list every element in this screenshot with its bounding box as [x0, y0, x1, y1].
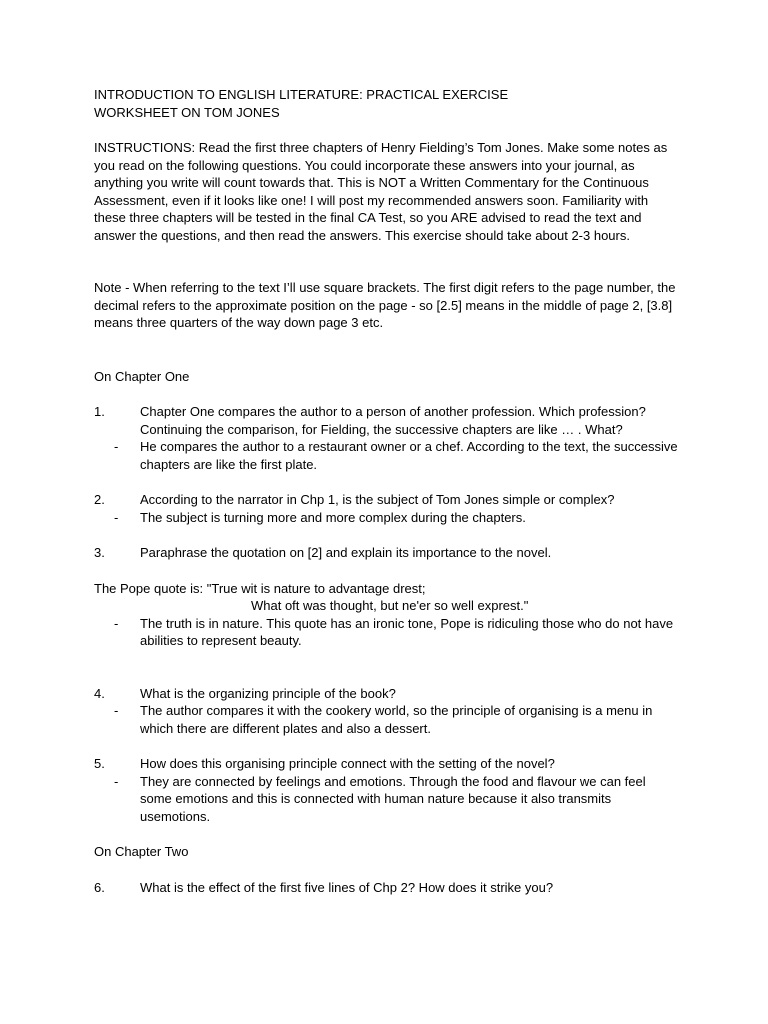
section-heading-chapter-two: On Chapter Two: [94, 844, 189, 859]
question-2: [94, 491, 680, 509]
answer-4-text: The author compares it with the cookery world, so the principle of organising is a menu in which there are different plates and also a dessert.: [140, 703, 653, 736]
question-4: [94, 685, 680, 703]
question-4-text: What is the organizing principle of the book?: [140, 685, 396, 701]
answer-3: [94, 615, 680, 650]
question-1: [94, 403, 680, 438]
instructions-paragraph: INSTRUCTIONS: Read the first three chapters of Henry Fielding’s Tom Jones. Make some notes as you read on the following questions. You could incorporate these answers into your journal, as anything you write will count towards that. This is NOT a Written Commentary for the Continuous Assessment, even if it looks like one! I will post my recommended answers soon. Familiarity with these three chapters will be tested in the final CA Test, so you ARE advised to read the text and answer the questions, and then read the answers. This exercise should take about 2-3 hours.: [94, 140, 668, 243]
answer-2-dash: -: [114, 509, 119, 525]
question-3-number: 3.: [94, 545, 105, 560]
question-3-text: Paraphrase the quotation on [2] and explain its importance to the novel.: [140, 545, 552, 560]
answer-4-dash: -: [114, 703, 119, 718]
answer-5-text: They are connected by feelings and emotions. Through the food and flavour we can feel some emotions and this is connected with human nature because it also transmits usemotions.: [140, 773, 646, 824]
answer-3-dash: -: [114, 615, 119, 631]
answer-5: [94, 773, 680, 826]
answer-1: [94, 438, 680, 473]
question-6-text: What is the effect of the first five lines of Chp 2? How does it strike you?: [140, 879, 554, 895]
answer-2: [94, 509, 680, 527]
document-body: [94, 86, 680, 896]
answer-1-text: He compares the author to a restaurant owner or a chef. According to the text, the successive chapters are like the first plate.: [140, 439, 678, 472]
question-3: [94, 544, 680, 562]
answer-3-text: The truth is in nature. This quote has an ironic tone, Pope is ridiculing those who do not have abilities to represent beauty.: [140, 615, 674, 648]
question-4-number: 4.: [94, 685, 105, 701]
document-title-line1: INTRODUCTION TO ENGLISH LITERATURE: PRACTICAL EXERCISE: [94, 87, 509, 102]
question-5: [94, 755, 680, 773]
question-1-number: 1.: [94, 404, 105, 419]
question-6-number: 6.: [94, 879, 105, 895]
question-2-number: 2.: [94, 492, 105, 507]
question-6: [94, 879, 680, 897]
answer-1-dash: -: [114, 439, 119, 454]
section-heading-chapter-one: On Chapter One: [94, 368, 190, 384]
note-paragraph: Note - When referring to the text I’ll use square brackets. The first digit refers to the page number, the decimal refers to the approximate position on the page - so [2.5] means in the middle of page 2, [3.8] means three quarters of the way down page 3 etc.: [94, 280, 676, 330]
question-5-text: How does this organising principle connect with the setting of the novel?: [140, 756, 555, 771]
question-5-number: 5.: [94, 756, 105, 771]
pope-quote-line2: What oft was thought, but ne'er so well exprest.": [251, 598, 529, 613]
document-title-line2: WORKSHEET ON TOM JONES: [94, 104, 280, 120]
question-2-text: According to the narrator in Chp 1, is the subject of Tom Jones simple or complex?: [140, 492, 615, 507]
answer-5-dash: -: [114, 773, 119, 789]
question-1-text: Chapter One compares the author to a person of another profession. Which profession? Continuing the comparison, for Fielding, the successive chapters are like … . What?: [140, 404, 646, 437]
pope-quote-line1: The Pope quote is: "True wit is nature to advantage drest;: [94, 580, 426, 596]
answer-4: [94, 702, 680, 737]
answer-2-text: The subject is turning more and more complex during the chapters.: [140, 509, 526, 525]
